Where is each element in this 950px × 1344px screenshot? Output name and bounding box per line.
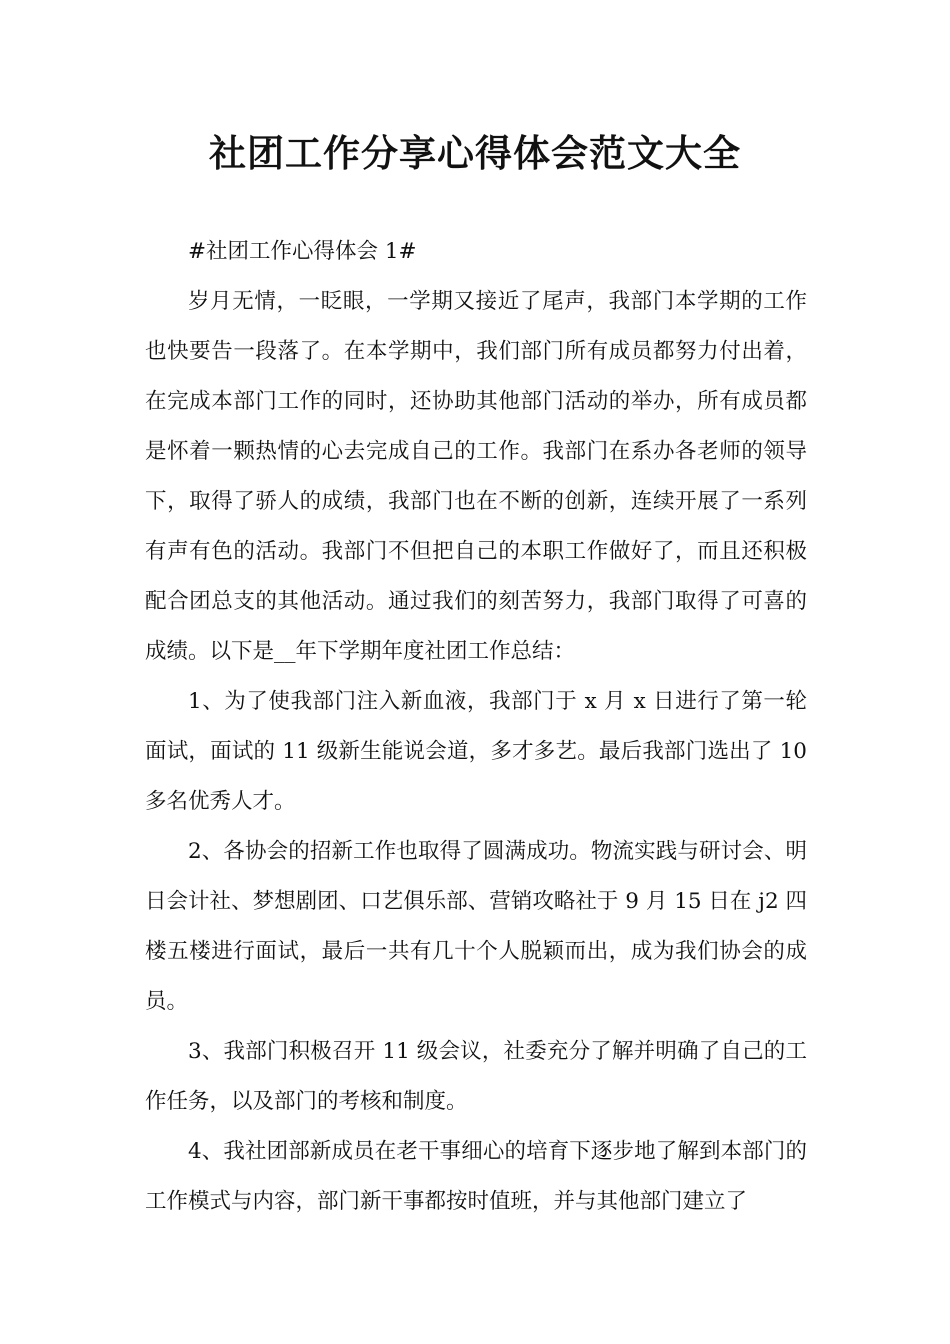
- document-title: 社团工作分享心得体会范文大全: [209, 132, 741, 175]
- paragraph-intro: 岁月无情，一眨眼，一学期又接近了尾声，我部门本学期的工作也快要告一段落了。在本学期中，我们部门所有成员都努力付出着，在完成本部门工作的同时，还协助其他部门活动的举办，所有成员都是怀着一颗热情的心去完成自己的工作。我部门在系办各老师的领导下，取得了骄人的成绩，我部门也在不断的创新，连续开展了一系列有声有色的活动。我部门不但把自己的本职工作做好了，而且还积极配合团总支的其他活动。通过我们的刻苦努力，我部门取得了可喜的成绩。以下是__年下学期年度社团工作总结：: [145, 289, 807, 664]
- paragraph-item-3: 3、我部门积极召开 11 级会议，社委充分了解并明确了自己的工作任务，以及部门的考核和制度。: [145, 1039, 807, 1114]
- paragraph-item-2: 2、各协会的招新工作也取得了圆满成功。物流实践与研讨会、明日会计社、梦想剧团、口艺俱乐部、营销攻略社于 9 月 15 日在 j2 四楼五楼进行面试，最后一共有几十个人脱颖而出，成为我们协会的成员。: [145, 839, 807, 1014]
- document-body: [145, 227, 807, 1227]
- paragraph-item-1: 1、为了使我部门注入新血液，我部门于 x 月 x 日进行了第一轮面试，面试的 11 级新生能说会道，多才多艺。最后我部门选出了 10 多名优秀人才。: [145, 689, 807, 814]
- section-heading: #社团工作心得体会 1#: [188, 239, 417, 264]
- paragraph-item-4: 4、我社团部新成员在老干事细心的培育下逐步地了解到本部门的工作模式与内容，部门新干事都按时值班，并与其他部门建立了: [145, 1139, 807, 1214]
